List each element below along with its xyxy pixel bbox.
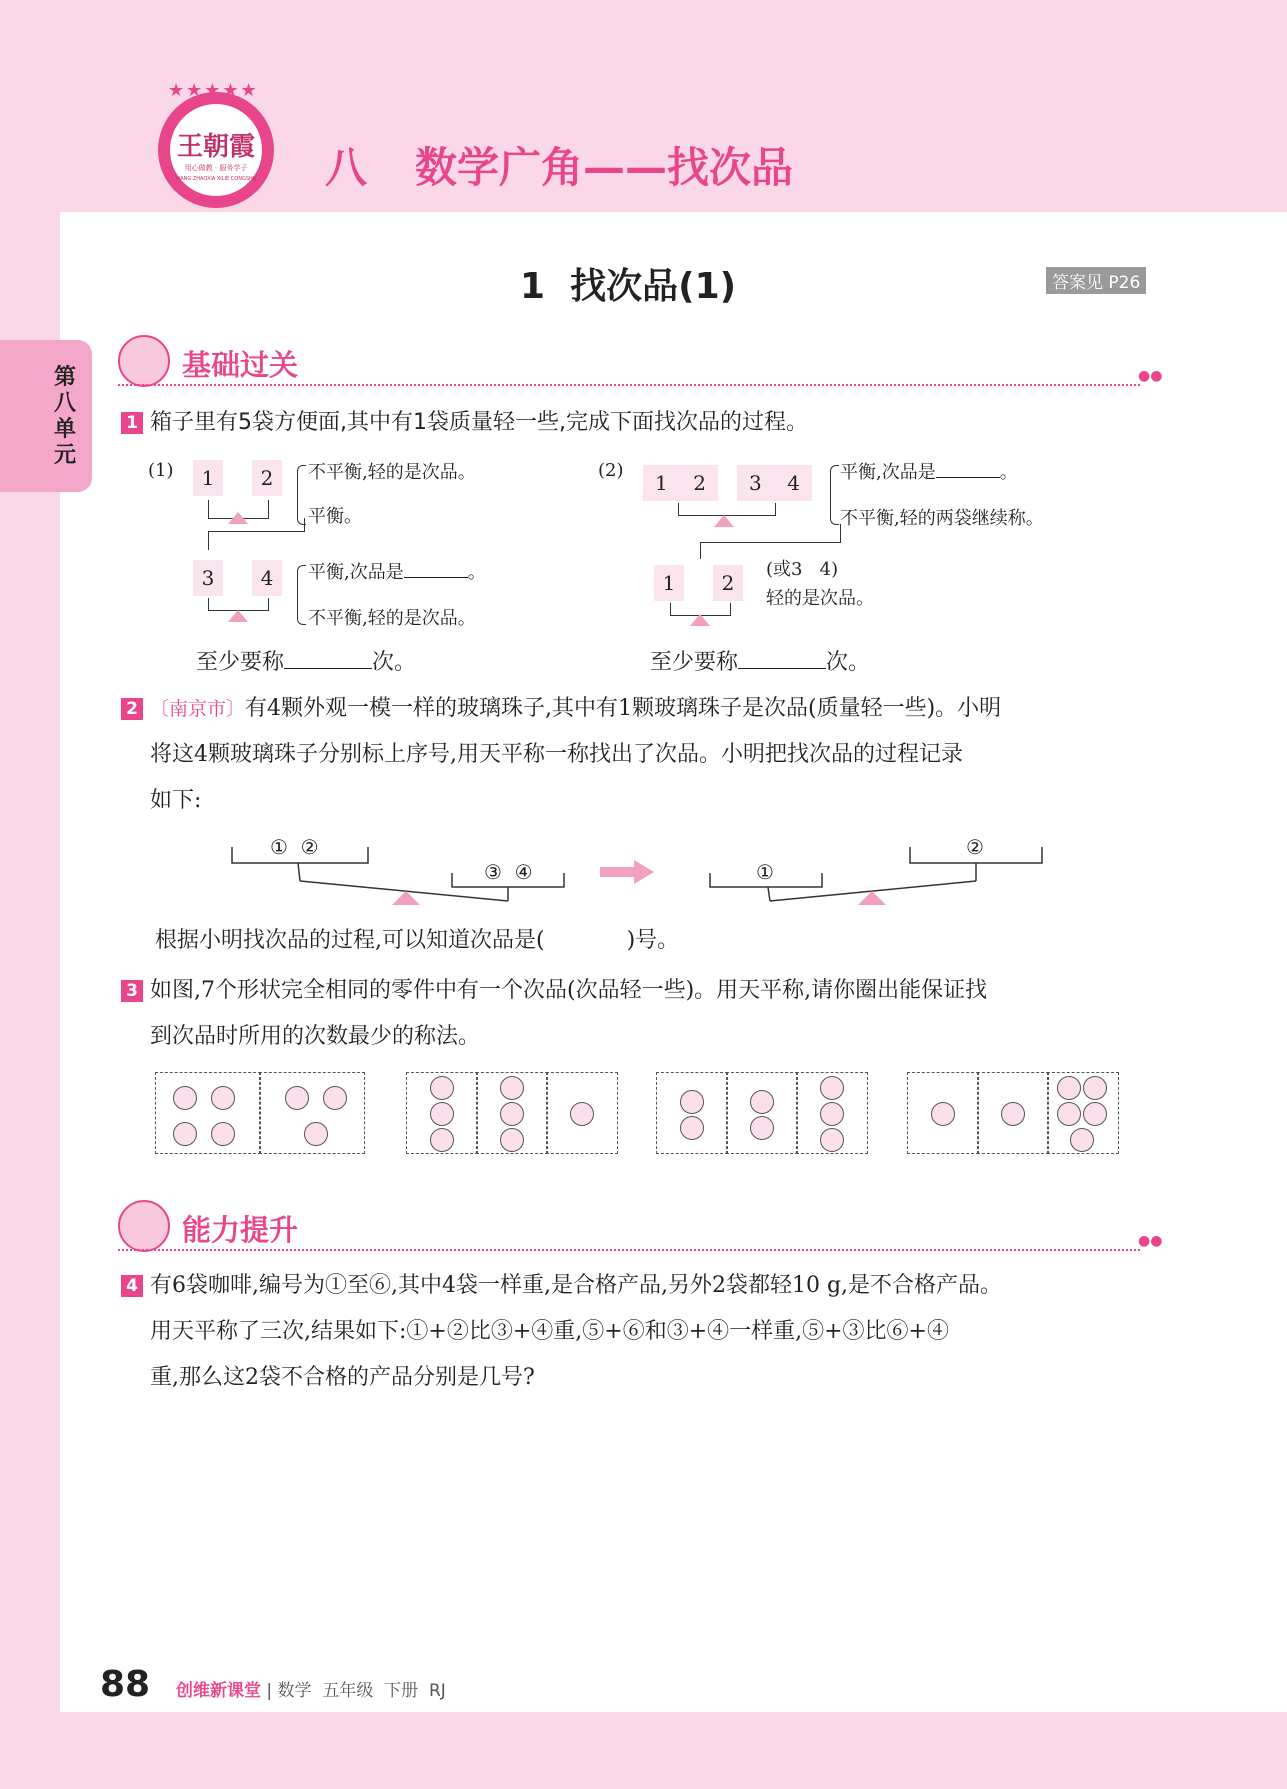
section-title-advanced: 能力提升 [182, 1213, 299, 1247]
question-number: 1 [121, 412, 143, 434]
part-circle [931, 1102, 955, 1126]
brace [297, 465, 306, 525]
balance-fulcrum-icon [714, 515, 734, 527]
question-number: 3 [121, 980, 143, 1002]
part-circle [680, 1090, 704, 1114]
question-text: 箱子里有5袋方便面,其中有1袋质量轻一些,完成下面找次品的过程。 [150, 410, 808, 435]
bag-box: 1 [654, 565, 684, 601]
weighing-option[interactable] [907, 1072, 1119, 1154]
answer-ref-badge: 答案见 P26 [1046, 267, 1146, 294]
answer-blank[interactable] [738, 640, 826, 669]
chapter-number: 八 [325, 143, 368, 192]
bag-box [737, 465, 812, 501]
bag-label: 1 [655, 471, 668, 495]
part-circle [820, 1076, 844, 1100]
balance-fulcrum-icon [228, 512, 248, 524]
balance-diagram [700, 835, 1060, 915]
least-weigh-label: 至少要称 [196, 650, 285, 675]
branch-text: 不平衡,轻的是次品。 [308, 462, 476, 483]
logo-ring: WANG ZHAOXIA XILIE CONGSHU [175, 176, 257, 182]
pan-left-label: ① [756, 860, 774, 884]
part-circle [820, 1128, 844, 1152]
bag-box: 2 [252, 460, 282, 496]
student-avatar-icon [118, 1200, 170, 1252]
logo-sub: 用心做教 · 服务学子 [184, 164, 248, 172]
part-circle [750, 1116, 774, 1140]
source-tag: 〔南京市〕 [150, 698, 246, 720]
series-name: 创维新课堂 [176, 1681, 261, 1701]
question-text: 有4颗外观一模一样的玻璃珠子,其中有1颗玻璃珠子是次品(质量轻一些)。小明 [245, 696, 1002, 721]
part-circle [323, 1086, 347, 1110]
question-text: 用天平称了三次,结果如下:①+②比③+④重,⑤+⑥和③+④一样重,⑤+③比⑥+④ [150, 1319, 949, 1344]
question-text: 根据小明找次品的过程,可以知道次品是( [155, 928, 545, 953]
note-text: 轻的是次品。 [766, 588, 874, 609]
flow-arrow [304, 518, 305, 531]
part-circle [500, 1128, 524, 1152]
balance-fulcrum-icon [690, 614, 710, 626]
part-circle [1057, 1102, 1081, 1126]
footer-separator: | [266, 1681, 273, 1701]
part-circle [430, 1102, 454, 1126]
branch-text: 不平衡,轻的是次品。 [308, 608, 476, 629]
answer-blank[interactable] [936, 477, 1000, 478]
bag-label: 3 [749, 471, 762, 495]
part-circle [1070, 1128, 1094, 1152]
flow-arrow [208, 531, 305, 550]
section-divider [118, 1249, 1140, 1251]
bag-box: 3 [193, 560, 223, 596]
section-divider [118, 384, 1140, 386]
question-text: 有6袋咖啡,编号为①至⑥,其中4袋一样重,是合格产品,另外2袋都轻10 g,是不合格产品。 [150, 1273, 1003, 1298]
bag-box [643, 465, 718, 501]
part-circle [1083, 1076, 1107, 1100]
part-circle [680, 1116, 704, 1140]
branch-text: 平衡,次品是 [308, 562, 404, 583]
right-arrow-icon [600, 860, 656, 884]
weighing-option[interactable] [656, 1072, 868, 1154]
branch-text: 不平衡,轻的两袋继续称。 [840, 508, 1044, 529]
part-circle [173, 1086, 197, 1110]
weighing-option[interactable] [155, 1072, 367, 1154]
bag-label: 2 [693, 471, 706, 495]
part-circle [570, 1102, 594, 1126]
question-text: )号。 [626, 928, 680, 953]
bag-box: 1 [193, 460, 223, 496]
section-title-basic: 基础过关 [182, 348, 299, 382]
bag-box: 2 [713, 565, 743, 601]
pan-right-label: ② [966, 835, 984, 859]
part-circle [500, 1102, 524, 1126]
question-number: 2 [121, 698, 143, 720]
part-circle [1057, 1076, 1081, 1100]
note-text: (或3 4) [766, 559, 839, 580]
period: 。 [467, 562, 486, 583]
branch-text: 平衡。 [308, 506, 362, 527]
flow-arrow [840, 524, 841, 542]
logo-name: 王朝霞 [176, 132, 255, 162]
part-circle [285, 1086, 309, 1110]
student-avatar-icon [118, 335, 170, 387]
pan-right-label: ③ ④ [484, 860, 533, 884]
part-circle [430, 1076, 454, 1100]
question-text: 将这4颗玻璃珠子分别标上序号,用天平称一称找出了次品。小明把找次品的过程记录 [150, 742, 963, 767]
question-text: 如图,7个形状完全相同的零件中有一个次品(次品轻一些)。用天平称,请你圈出能保证找 [150, 978, 988, 1003]
branch-text: 平衡,次品是 [840, 462, 936, 483]
question-text: 重,那么这2袋不合格的产品分别是几号? [150, 1365, 535, 1390]
least-weigh-suffix: 次。 [372, 650, 417, 675]
part-circle [500, 1076, 524, 1100]
answer-blank[interactable] [284, 640, 372, 669]
least-weigh-label: 至少要称 [650, 650, 739, 675]
weighing-option[interactable] [406, 1072, 618, 1154]
part-circle [1001, 1102, 1025, 1126]
part-circle [211, 1086, 235, 1110]
subject-info: 数学 五年级 下册 RJ [277, 1681, 446, 1701]
side-tab-label: 第八单元 [53, 365, 76, 468]
divider-dots-icon: ●● [1138, 368, 1163, 384]
part-circle [750, 1090, 774, 1114]
bag-label: 4 [787, 471, 800, 495]
part-circle [304, 1122, 328, 1146]
period: 。 [999, 462, 1018, 483]
part-circle [173, 1122, 197, 1146]
bag-box: 4 [252, 560, 282, 596]
logo [158, 92, 274, 208]
part-label: (1) [148, 460, 174, 481]
brace [830, 465, 839, 525]
answer-blank[interactable] [404, 577, 468, 578]
divider-dots-icon: ●● [1138, 1233, 1163, 1249]
chapter-title: 数学广角——找次品 [415, 143, 794, 192]
lesson-title: 1 找次品(1) [520, 266, 737, 307]
brace [297, 565, 306, 625]
part-circle [211, 1122, 235, 1146]
pan-left-label: ① ② [270, 835, 319, 859]
pan-group-box [155, 1072, 261, 1154]
part-label: (2) [598, 460, 624, 481]
part-circle [820, 1102, 844, 1126]
least-weigh-suffix: 次。 [826, 650, 871, 675]
question-text: 如下: [150, 788, 202, 813]
balance-fulcrum-icon [228, 610, 248, 622]
part-circle [1083, 1102, 1107, 1126]
question-number: 4 [121, 1275, 143, 1297]
page-number: 88 [100, 1664, 151, 1705]
question-text: 到次品时所用的次数最少的称法。 [150, 1024, 481, 1049]
part-circle [430, 1128, 454, 1152]
logo-stars-icon: ★★★★★ [168, 80, 259, 101]
